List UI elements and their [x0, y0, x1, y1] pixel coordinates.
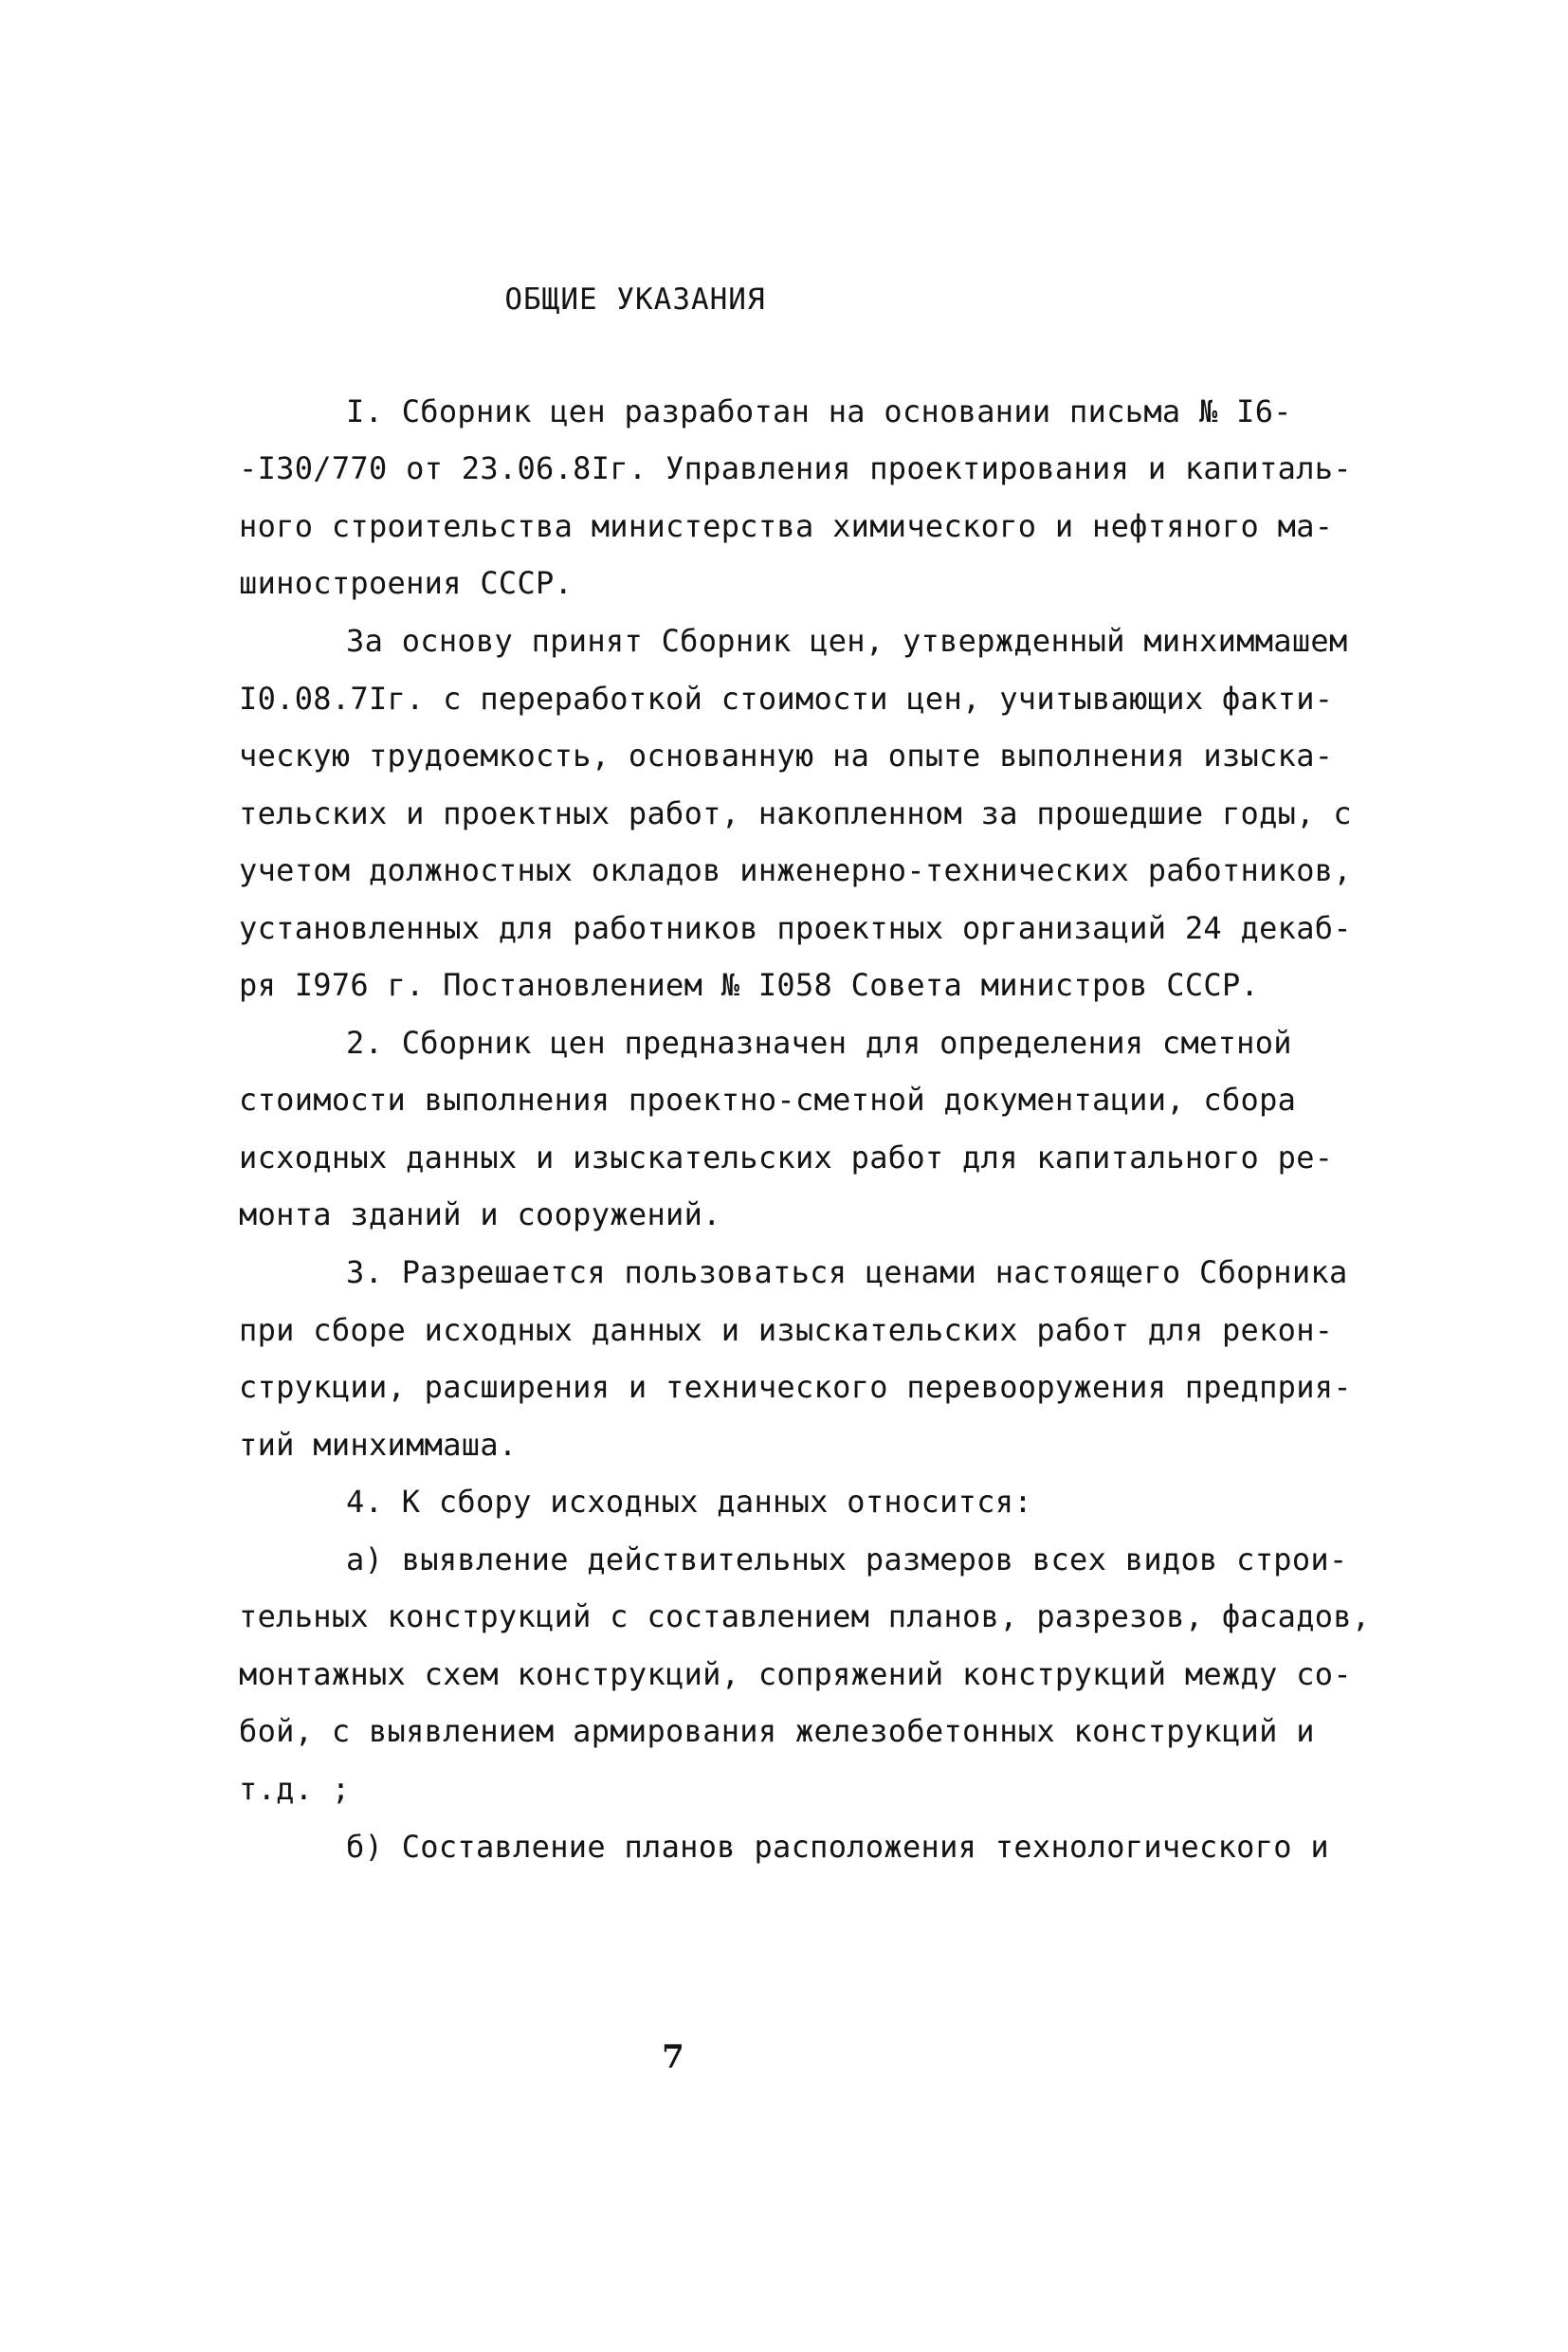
text-line: стоимости выполнения проектно-сметной документации, сбора [239, 1082, 1297, 1118]
text-line: тельных конструкций с составлением планов, разрезов, фасадов, [239, 1598, 1371, 1634]
text-line: За основу принят Сборник цен, утвержденный минхиммашем [346, 623, 1348, 659]
text-line: при сборе исходных данных и изыскательских работ для рекон- [239, 1312, 1334, 1348]
text-line: 2. Сборник цен предназначен для определения сметной [346, 1025, 1292, 1061]
text-line: тельских и проектных работ, накопленном за прошедшие годы, с [239, 795, 1352, 831]
text-line: ря I976 г. Постановлением № I058 Совета министров СССР. [239, 967, 1260, 1003]
text-line: шиностроения СССР. [239, 565, 574, 601]
text-line: ного строительства министерства химического и нефтяного ма- [239, 508, 1334, 544]
text-line: учетом должностных окладов инженерно-технических работников, [239, 852, 1352, 888]
text-line: струкции, расширения и технического перевооружения предприя- [239, 1369, 1352, 1405]
text-line: монтажных схем конструкций, сопряжений конструкций между со- [239, 1656, 1352, 1692]
text-line: 4. К сбору исходных данных относится: [346, 1484, 1032, 1520]
page-title: ОБЩИЕ УКАЗАНИЯ [504, 283, 766, 317]
text-line: т.д. ; [239, 1771, 351, 1807]
text-line: монта зданий и сооружений. [239, 1196, 721, 1232]
text-line: I. Сборник цен разработан на основании письма № I6- [346, 393, 1292, 429]
text-line: тий минхиммаша. [239, 1427, 518, 1463]
text-line: бой, с выявлением армирования железобетонных конструкций и [239, 1713, 1315, 1749]
text-line: б) Составление планов расположения технологического и [346, 1829, 1329, 1865]
text-line: установленных для работников проектных организаций 24 декаб- [239, 910, 1352, 946]
page-number: 7 [662, 2038, 684, 2076]
text-line: -I30/770 от 23.06.8Iг. Управления проектирования и капиталь- [239, 450, 1352, 486]
text-line: а) выявление действительных размеров всех видов строи- [346, 1541, 1348, 1577]
text-line: исходных данных и изыскательских работ для капитального ре- [239, 1140, 1334, 1176]
text-line: 3. Разрешается пользоваться ценами настоящего Сборника [346, 1254, 1348, 1290]
text-line: ческую трудоемкость, основанную на опыте выполнения изыска- [239, 738, 1334, 774]
text-line: I0.08.7Iг. с переработкой стоимости цен, учитывающих факти- [239, 681, 1334, 717]
